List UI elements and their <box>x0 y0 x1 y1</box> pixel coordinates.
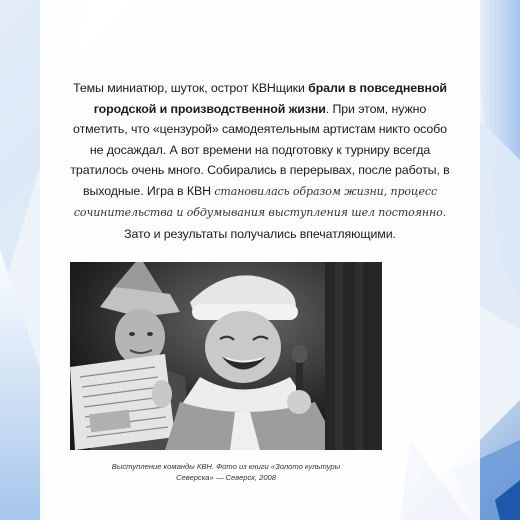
photo-caption <box>70 461 382 483</box>
paragraph-bold-text: брали в повседневной городской и производственной жизни <box>93 81 447 116</box>
article-paragraph <box>70 78 450 244</box>
paragraph-text-2: . При этом, нужно отметить, что «цензурой» самодеятельным артистам никто особо не досаждал. А вот времени на подготовку к турниру всегда тратилось очень много. Собирались в перерывах, после работы, в выходные. Игра в КВН <box>70 101 450 198</box>
photo-illustration <box>70 262 382 450</box>
caption-line-2: Северска» — Северск, 2008 <box>175 473 277 482</box>
caption-line-1: Выступление команды КВН. Фото из книги «Золото культуры <box>111 462 341 471</box>
paragraph-text-1: Темы миниатюр, шуток, острот КВНщики <box>73 81 309 95</box>
kvn-performance-photo <box>70 262 382 450</box>
paragraph-handwritten-text: становилась образом жизни, процесс сочинительства и обдумывания выступления шел постоянно. <box>73 184 447 219</box>
paragraph-text-3: Зато и результаты получались впечатляющими. <box>124 226 396 241</box>
